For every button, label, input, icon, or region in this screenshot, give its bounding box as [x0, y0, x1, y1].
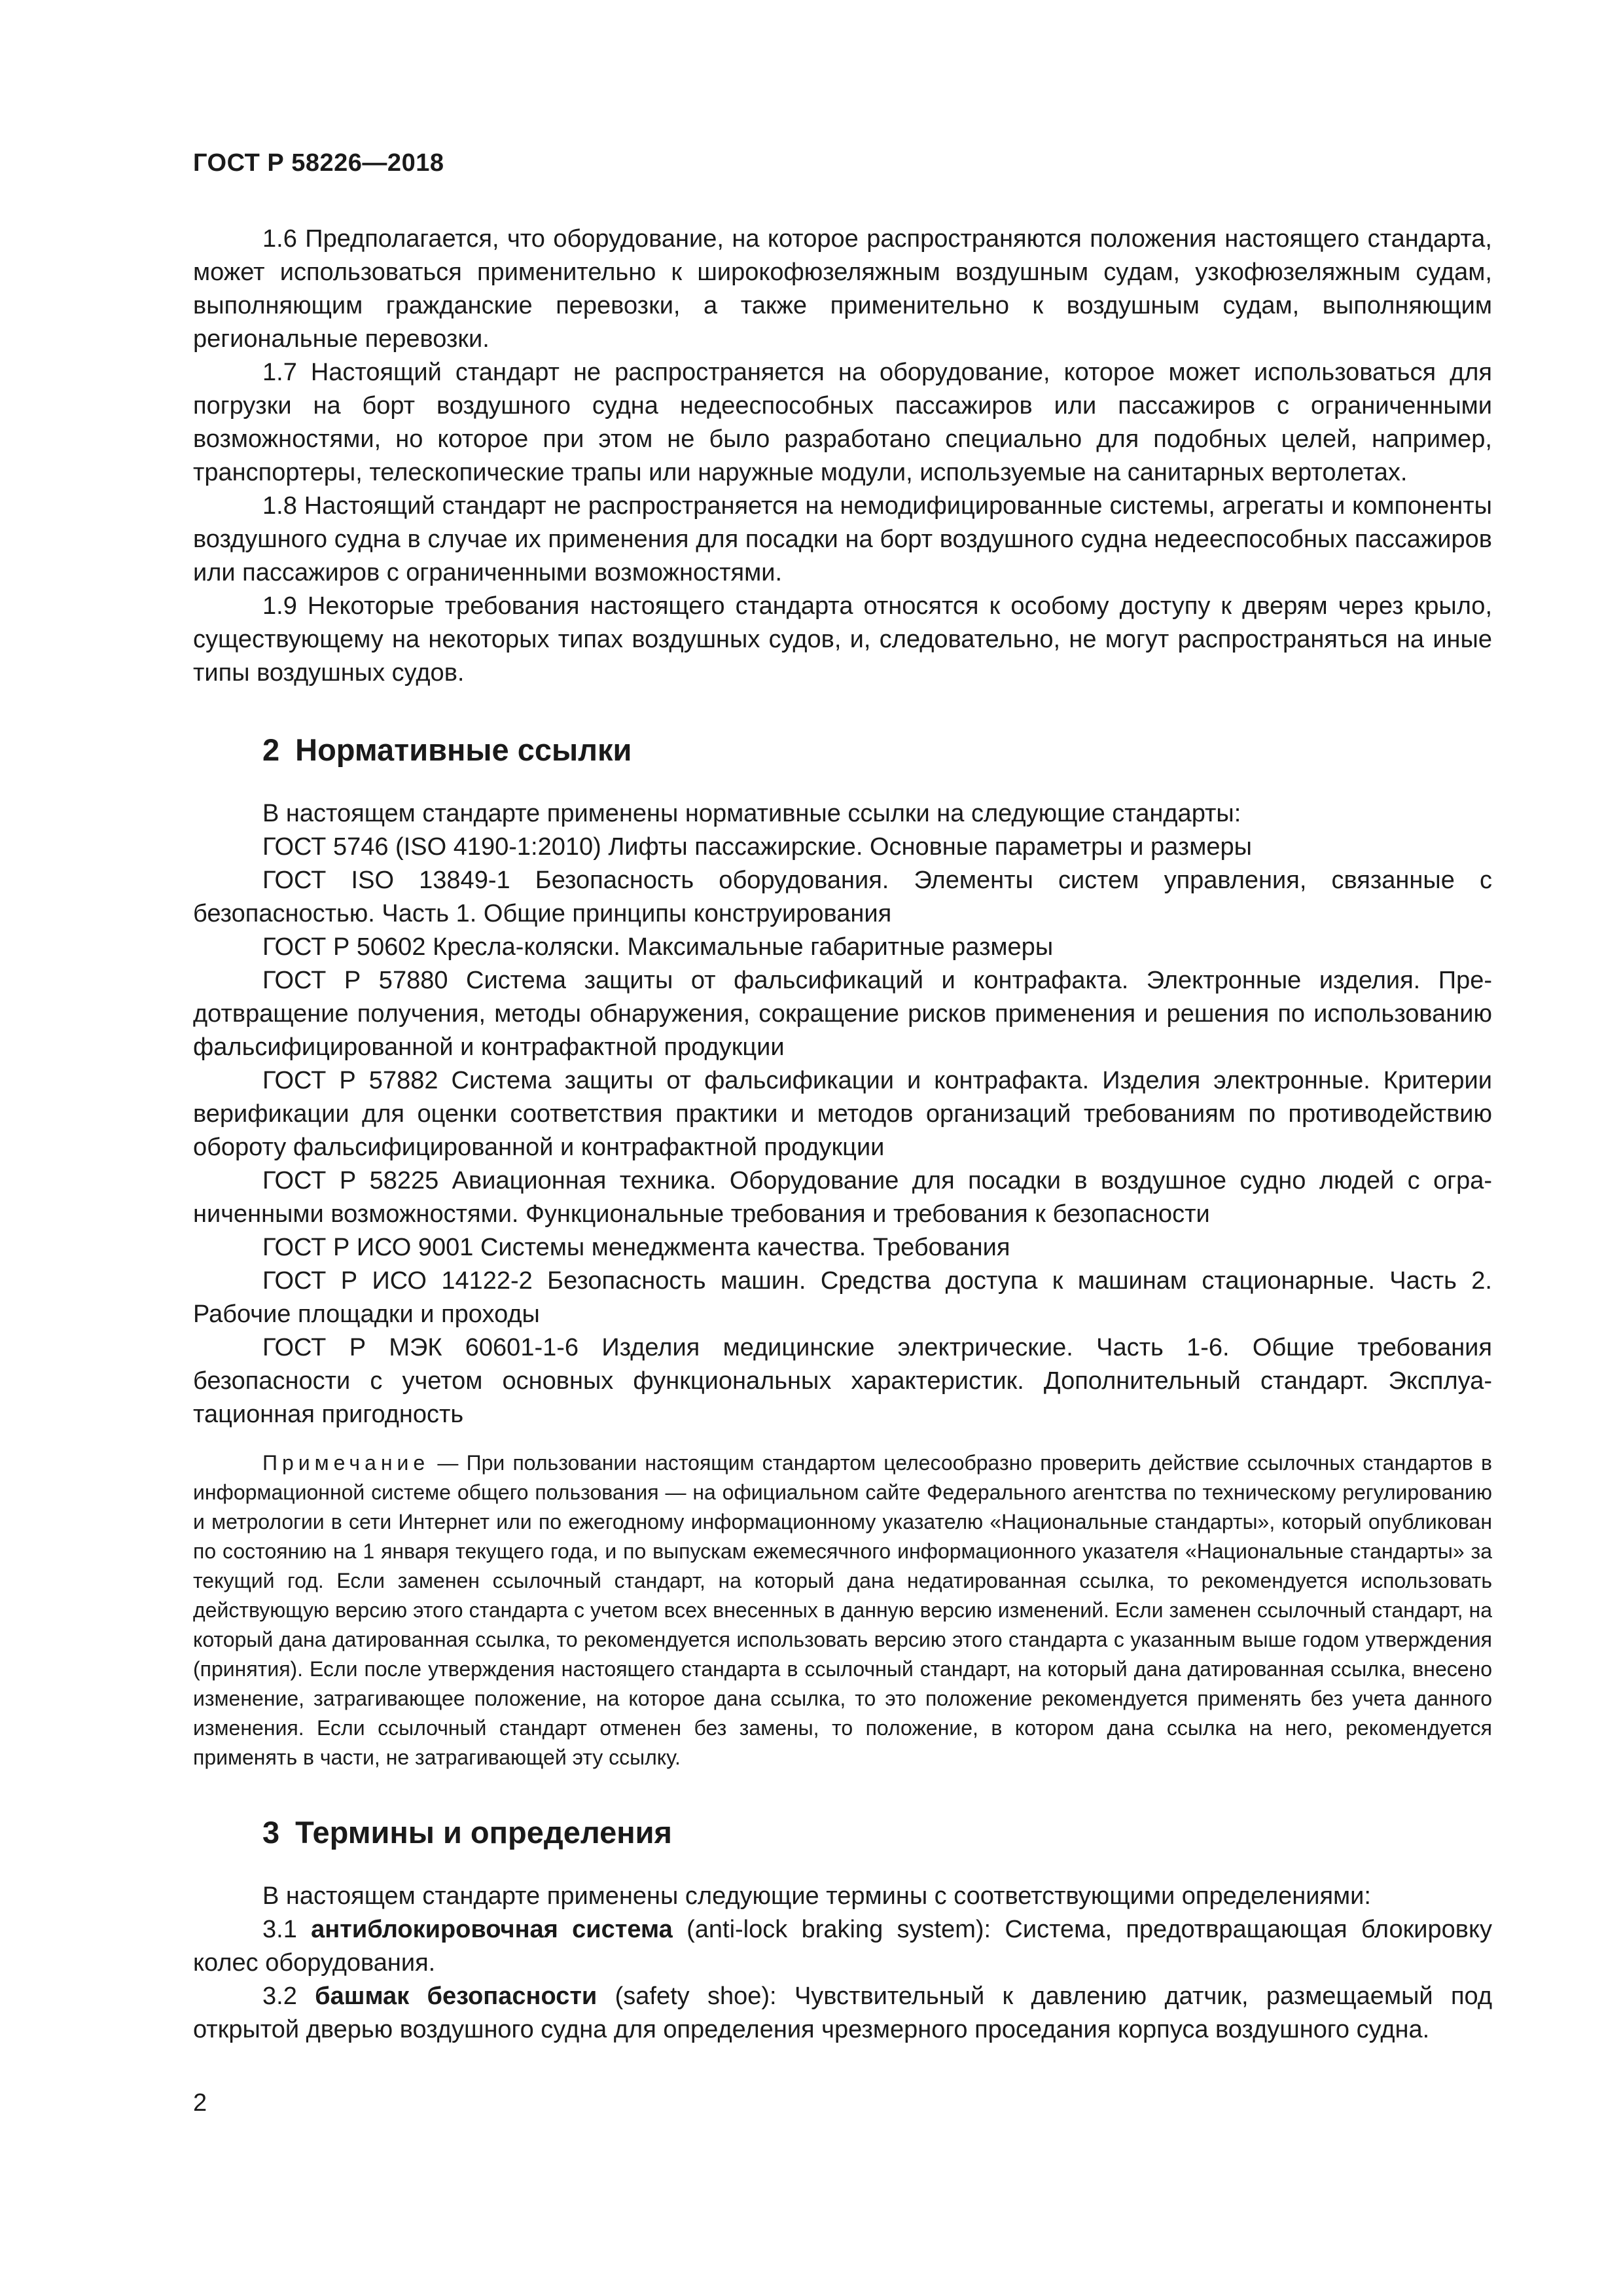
term-name: антиблокировочная система: [311, 1916, 673, 1943]
section-3-heading: [262, 1814, 1492, 1851]
term-definition: (safety shoe): Чувствительный к давлению датчик, размещаемый под открытой дверью воздушного судна для определения чрезмерного проседания корпуса воздушного судна.: [193, 1982, 1492, 2043]
normative-ref-gost-r-58225: ГОСТ Р 58225 Авиационная техника. Оборудование для посадки в воздушное судно людей с ограниченными возможностями. Функциональные требования и требования к безопасности: [193, 1167, 1492, 1228]
paragraph-1-9: 1.9 Некоторые требования настоящего стандарта относятся к особому доступу к дверям через крыло, существующему на некоторых типах воздушных судов, и, следовательно, не могут распространяться на иные типы воздушных судов.: [193, 592, 1492, 687]
term-definition: (anti-lock braking system): Система, предотвращающая блокировку колес оборудования.: [193, 1916, 1492, 1977]
term-number: 3.1: [262, 1916, 312, 1943]
terms-intro: В настоящем стандарте применены следующие термины с соответствующими определениями:: [262, 1882, 1371, 1910]
normative-ref-gost-r-mek-60601-1-6: ГОСТ Р МЭК 60601-1-6 Изделия медицинские электрические. Часть 1-6. Общие требования безопасности с учетом основных функциональных характеристик. Дополнительный стандарт. Эксплуатационная пригодность: [193, 1334, 1492, 1428]
paragraph-1-7: 1.7 Настоящий стандарт не распространяется на оборудование, которое может использоваться для погрузки на борт воздушного судна недееспособных пассажиров или пассажиров с ограниченными возможностями, но которое при этом не было разработано специально для подобных целей, например, транспортеры, телескопические трапы или наружные модули, используемые на санитарных вертолетах.: [193, 359, 1492, 486]
normative-ref-gost-r-iso-9001: ГОСТ Р ИСО 9001 Системы менеджмента качества. Требования: [262, 1234, 1010, 1261]
page-content: [193, 223, 1492, 2047]
term-3-1: [193, 1913, 1492, 1980]
paragraph-1-8: 1.8 Настоящий стандарт не распространяется на немодифицированные системы, агрегаты и компоненты воздушного судна в случае их применения для посадки на борт воздушного судна недееспособных пассажиров или пассажиров с ограниченными возможностями.: [193, 492, 1492, 586]
normative-ref-gost-r-50602: ГОСТ Р 50602 Кресла-коляски. Максимальные габаритные размеры: [262, 933, 1054, 961]
section-3-number: 3: [262, 1815, 280, 1850]
document-header-id: ГОСТ Р 58226—2018: [193, 149, 444, 177]
normative-ref-gost-r-iso-14122-2: ГОСТ Р ИСО 14122-2 Безопасность машин. Средства доступа к машинам стационарные. Часть 2. Рабочие площадки и проходы: [193, 1267, 1492, 1328]
note-label: Примечание: [262, 1451, 430, 1475]
note-paragraph: [193, 1448, 1492, 1772]
paragraph-1-6: 1.6 Предполагается, что оборудование, на которое распространяются положения настоящего стандарта, может использоваться применительно к широкофюзеляжным воздушным судам, узкофюзеляжным судам, выполняющим гражданские перевозки, а также применительно к воздушным судам, выполняющим региональные перевозки.: [193, 225, 1492, 353]
normative-ref-gost-iso-13849-1: ГОСТ ISO 13849-1 Безопасность оборудования. Элементы систем управления, связанные с безопасностью. Часть 1. Общие принципы конструирования: [193, 867, 1492, 927]
normative-ref-gost-5746: ГОСТ 5746 (ISO 4190-1:2010) Лифты пассажирские. Основные параметры и размеры: [262, 833, 1252, 861]
page-body: [193, 0, 1492, 2296]
term-number: 3.2: [262, 1982, 315, 2010]
section-2-heading: [262, 732, 1492, 768]
term-3-2: [193, 1980, 1492, 2047]
term-name: башмак безопасности: [315, 1982, 597, 2010]
normative-ref-gost-r-57882: ГОСТ Р 57882 Система защиты от фальсификации и контрафакта. Изделия электронные. Критерии верификации для оценки соответствия практики и методов организаций требованиям по противодействию обороту фальсифицированной и контрафактной продукции: [193, 1067, 1492, 1161]
section-2-number: 2: [262, 732, 280, 767]
page-number: 2: [193, 2089, 207, 2117]
normative-intro: В настоящем стандарте применены нормативные ссылки на следующие стандарты:: [262, 800, 1241, 827]
section-2-title: Нормативные ссылки: [295, 732, 632, 767]
normative-ref-gost-r-57880: ГОСТ Р 57880 Система защиты от фальсификаций и контрафакта. Электронные изделия. Предотвращение получения, методы обнаружения, сокращение рисков применения и решения по использованию фальсифицированной и контрафактной продукции: [193, 967, 1492, 1061]
section-3-title: Термины и определения: [295, 1815, 672, 1850]
note-text: — При пользовании настоящим стандартом целесообразно проверить действие ссылочных стандартов в информационной системе общего пользования — на официальном сайте Федерального агентства по техническому регулированию и метрологии в сети Интернет или по ежегодному информационному указателю «Национальные стандарты», который опубликован по состоянию на 1 января текущего года, и по выпускам ежемесячного информационного указателя «Национальные стандарты» за текущий год. Если заменен ссылочный стандарт, на который дана недатированная ссылка, то рекомендуется использовать действующую версию этого стандарта с учетом всех внесенных в данную версию изменений. Если заменен ссылочный стандарт, на который дана датированная ссылка, то рекомендуется использовать версию этого стандарта с указанным выше годом утверждения (принятия). Если после утверждения настоящего стандарта в ссылочный стандарт, на который дана датированная ссылка, внесено изменение, затрагивающее положение, на которое дана ссылка, то это положение рекомендуется применять без учета данного изменения. Если ссылочный стандарт отменен без замены, то положение, в котором дана ссылка на него, рекомендуется применять в части, не затрагивающей эту ссылку.: [193, 1451, 1492, 1769]
